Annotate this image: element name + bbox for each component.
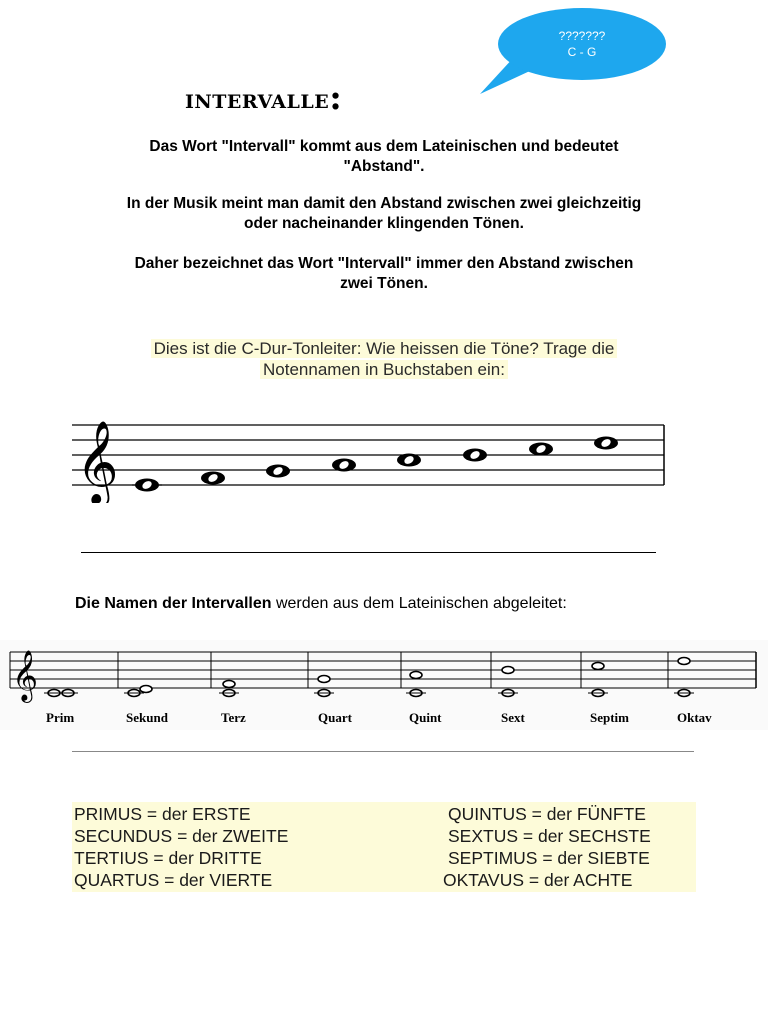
paragraph-line: Daher bezeichnet das Wort "Intervall" immer den Abstand zwischen: [134, 255, 634, 272]
interval-label-septim: Septim: [590, 710, 629, 725]
latin-right-3: SEPTIMUS = der SIEBTE: [448, 848, 650, 868]
task-instruction: [60, 338, 708, 380]
latin-names-box: [72, 802, 696, 892]
interval-label-oktav: Oktav: [677, 710, 712, 725]
intro-paragraph-2: [60, 194, 708, 234]
heading-bold: Die Namen der Intervallen: [75, 595, 272, 612]
paragraph-line: "Abstand".: [343, 158, 425, 175]
whole-note: [332, 459, 356, 472]
c-major-scale-staff: [60, 398, 680, 503]
page-title: [185, 78, 342, 118]
interval-label-quint: Quint: [409, 710, 442, 725]
paragraph-line: oder nacheinander klingenden Tönen.: [244, 215, 524, 232]
whole-note: [266, 465, 290, 478]
heading-rest: werden aus dem Lateinischen abgeleitet:: [271, 595, 567, 612]
treble-clef-icon: 𝄞: [12, 650, 39, 701]
scale-notes: [135, 437, 618, 492]
treble-clef-icon: 𝄞: [76, 419, 119, 503]
whole-note: [135, 479, 159, 492]
latin-left-1: PRIMUS = der ERSTE: [74, 804, 251, 824]
speech-bubble: [498, 8, 666, 80]
latin-right-4: OKTAVUS = der ACHTE: [443, 870, 633, 890]
bubble-line-2: C - G: [567, 45, 597, 59]
task-line-2: Notennamen in Buchstaben ein:: [260, 360, 508, 379]
whole-note: [201, 472, 225, 485]
paragraph-line: Das Wort "Intervall" kommt aus dem Lateinischen und bedeutet: [149, 138, 619, 155]
task-line-1: Dies ist die C-Dur-Tonleiter: Wie heissen die Töne? Trage die: [151, 339, 618, 358]
title-colon: :: [329, 78, 343, 118]
whole-note: [397, 454, 421, 467]
interval-label-quart: Quart: [318, 710, 352, 725]
paragraph-line: In der Musik meint man damit den Abstand zwischen zwei gleichzeitig: [126, 195, 642, 212]
interval-label-sext: Sext: [501, 710, 525, 725]
interval-label-sekund: Sekund: [126, 710, 168, 725]
latin-right-1: QUINTUS = der FÜNFTE: [448, 804, 646, 824]
latin-right-2: SEXTUS = der SECHSTE: [448, 826, 651, 846]
interval-label-prim: Prim: [46, 710, 75, 725]
latin-left-2: SECUNDUS = der ZWEITE: [74, 826, 289, 846]
paragraph-line: zwei Tönen.: [340, 275, 428, 292]
answer-line[interactable]: [81, 552, 656, 553]
whole-note: [594, 437, 618, 450]
latin-left-3: TERTIUS = der DRITTE: [74, 848, 262, 868]
intro-paragraph-1: [60, 137, 708, 177]
whole-note: [463, 449, 487, 462]
intervals-heading: [75, 595, 567, 613]
bubble-line-1: ???????: [558, 29, 606, 43]
interval-label-terz: Terz: [221, 710, 246, 725]
whole-note: [529, 443, 553, 456]
title-text: INTERVALLE: [185, 91, 330, 113]
intro-paragraph-3: [60, 254, 708, 294]
intervals-staff: [0, 640, 768, 730]
latin-left-4: QUARTUS = der VIERTE: [74, 870, 273, 890]
divider: [72, 751, 694, 752]
